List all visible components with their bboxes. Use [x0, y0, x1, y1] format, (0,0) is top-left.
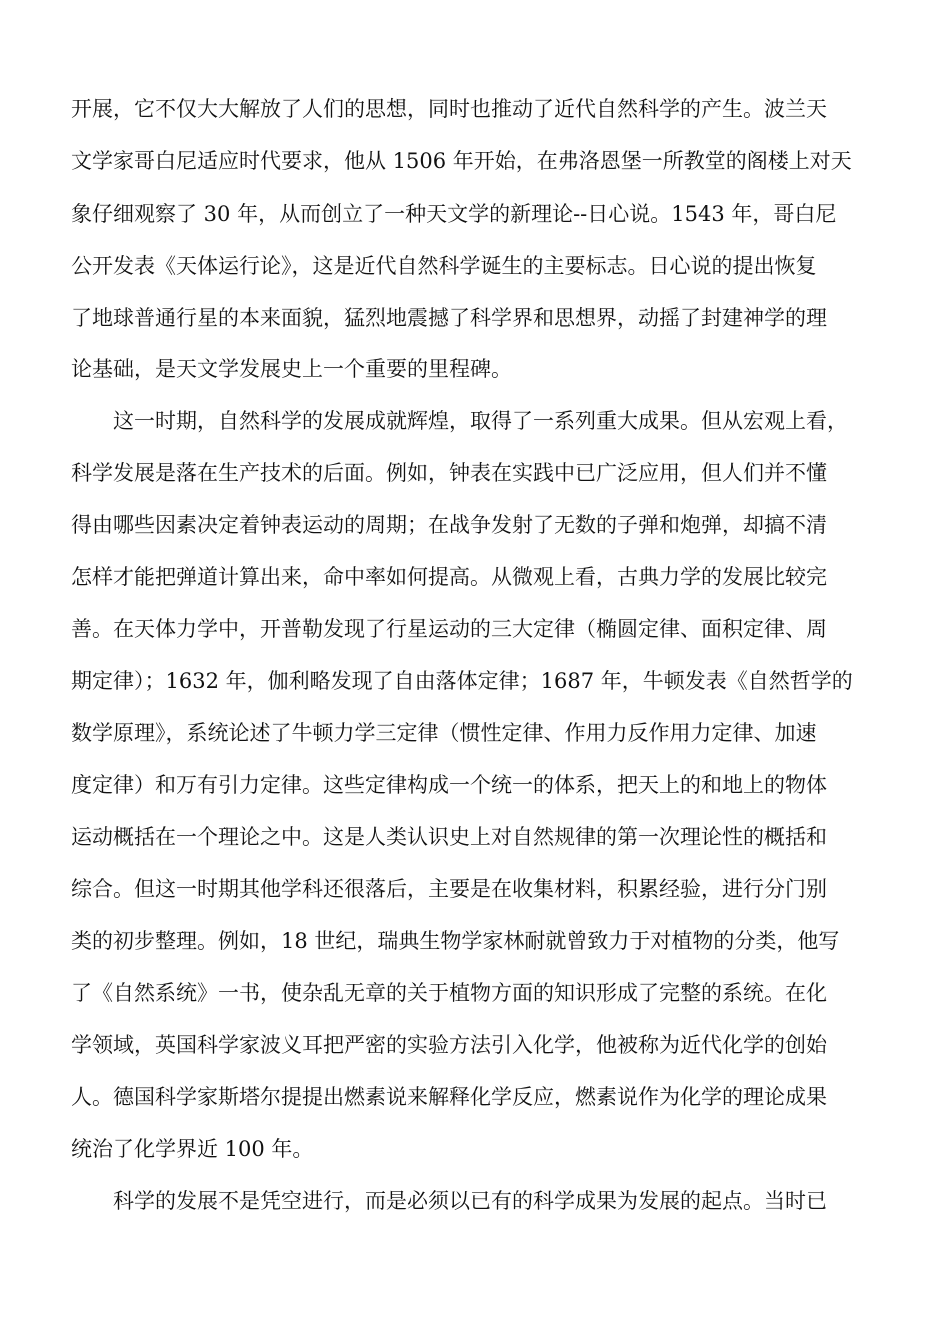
paragraph-1-line-2: 文学家哥白尼适应时代要求，他从 1506 年开始，在弗洛恩堡一所教堂的阁楼上对天 [71, 149, 852, 173]
paragraph-2-line-8: 度定律）和万有引力定律。这些定律构成一个统一的体系，把天上的和地上的物体 [71, 773, 827, 797]
paragraph-2-line-3: 得由哪些因素决定着钟表运动的周期；在战争发射了无数的子弹和炮弹，却搞不清 [71, 513, 827, 537]
paragraph-2-line-15: 统治了化学界近 100 年。 [71, 1137, 314, 1161]
paragraph-2-line-4: 怎样才能把弹道计算出来，命中率如何提高。从微观上看，古典力学的发展比较完 [71, 565, 827, 589]
paragraph-2-line-13: 学领域，英国科学家波义耳把严密的实验方法引入化学，他被称为近代化学的创始 [71, 1033, 827, 1057]
paragraph-2-line-12: 了《自然系统》一书，使杂乱无章的关于植物方面的知识形成了完整的系统。在化 [71, 981, 827, 1005]
paragraph-2-line-1: 这一时期，自然科学的发展成就辉煌，取得了一系列重大成果。但从宏观上看， [113, 409, 848, 433]
paragraph-2-line-11: 类的初步整理。例如，18 世纪，瑞典生物学家林耐就曾致力于对植物的分类，他写 [71, 929, 840, 953]
paragraph-2-line-14: 人。德国科学家斯塔尔提提出燃素说来解释化学反应，燃素说作为化学的理论成果 [71, 1085, 827, 1109]
paragraph-1-line-3: 象仔细观察了 30 年，从而创立了一种天文学的新理论--日心说。1543 年，哥白尼 [71, 202, 837, 226]
paragraph-1-line-6: 论基础，是天文学发展史上一个重要的里程碑。 [71, 357, 512, 381]
paragraph-2-line-10: 综合。但这一时期其他学科还很落后，主要是在收集材料，积累经验，进行分门别 [71, 877, 827, 901]
paragraph-1-line-5: 了地球普通行星的本来面貌，猛烈地震撼了科学界和思想界，动摇了封建神学的理 [71, 306, 827, 330]
paragraph-2-line-9: 运动概括在一个理论之中。这是人类认识史上对自然规律的第一次理论性的概括和 [71, 825, 827, 849]
paragraph-3-line-1: 科学的发展不是凭空进行，而是必须以已有的科学成果为发展的起点。当时已 [113, 1189, 827, 1213]
paragraph-2-line-2: 科学发展是落在生产技术的后面。例如，钟表在实践中已广泛应用，但人们并不懂 [71, 461, 827, 485]
paragraph-1-line-4: 公开发表《天体运行论》，这是近代自然科学诞生的主要标志。日心说的提出恢复 [71, 254, 817, 278]
paragraph-1-line-1: 开展，它不仅大大解放了人们的思想，同时也推动了近代自然科学的产生。波兰天 [71, 97, 827, 121]
paragraph-2-line-6: 期定律）；1632 年，伽利略发现了自由落体定律；1687 年，牛顿发表《自然哲学的 [71, 669, 853, 693]
paragraph-2-line-7: 数学原理》，系统论述了牛顿力学三定律（惯性定律、作用力反作用力定律、加速 [71, 721, 817, 745]
paragraph-2-line-5: 善。在天体力学中，开普勒发现了行星运动的三大定律（椭圆定律、面积定律、周 [71, 617, 827, 641]
